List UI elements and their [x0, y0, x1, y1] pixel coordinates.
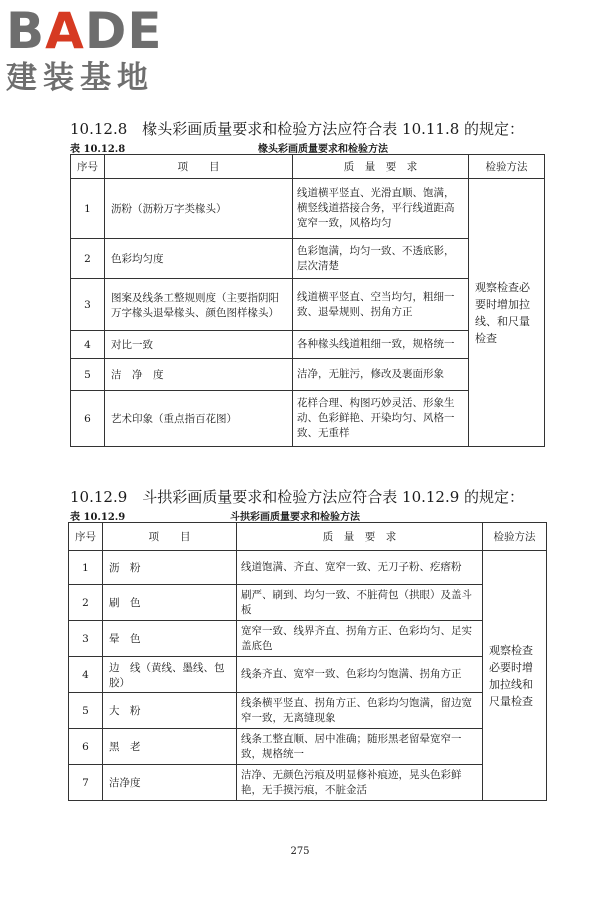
- row-requirement: 线道横平竖直、光滑直顺、饱满，横竖线道搭接合务，平行线道距高宽窄一致，风格均匀: [293, 179, 469, 239]
- table-row: [69, 729, 547, 765]
- row-item: 色彩均匀度: [105, 239, 293, 279]
- row-item: 沥粉（沥粉万字类椽头）: [105, 179, 293, 239]
- logo-text: BADE: [6, 2, 163, 60]
- row-item: 洁净度: [103, 765, 237, 801]
- row-requirement: 色彩饱满，均匀一致、不透底影，层次清楚: [293, 239, 469, 279]
- bade-logo: [6, 2, 176, 106]
- row-requirement: 线道横平竖直、空当均匀，粗细一致、退晕规则、拐角方正: [293, 279, 469, 331]
- row-item: 对比一致: [105, 331, 293, 359]
- row-item: 洁 净 度: [105, 359, 293, 391]
- table-label-10-12-8: 表 10.12.8: [70, 144, 126, 155]
- table-row: [69, 621, 547, 657]
- table-caption-10-12-8: 椽头彩画质量要求和检验方法: [258, 144, 388, 155]
- row-requirement: 线条工整直顺、居中准确；随形黑老留晕宽窄一致，规格统一: [237, 729, 483, 765]
- row-item: 沥 粉: [103, 551, 237, 585]
- header-method: 检验方法: [469, 155, 545, 179]
- header-method: 检验方法: [483, 523, 547, 551]
- header-requirement: 质 量 要 求: [293, 155, 469, 179]
- row-requirement: 洁净，无脏污，修改及裹面形象: [293, 359, 469, 391]
- row-number: 6: [69, 729, 103, 765]
- row-item: 艺术印象（重点指百花图）: [105, 391, 293, 447]
- row-item: 晕 色: [103, 621, 237, 657]
- header-no: 序号: [71, 155, 105, 179]
- row-number: 1: [69, 551, 103, 585]
- row-requirement: 线道饱满、齐直、宽窄一致、无刀子粉、疙瘩粉: [237, 551, 483, 585]
- table-row: [69, 551, 547, 585]
- table-row: [69, 585, 547, 621]
- row-requirement: 各种椽头线道粗细一致，规格统一: [293, 331, 469, 359]
- table-10-12-9: [68, 522, 547, 801]
- section-heading-10-12-9: 10.12.9 斗拱彩画质量要求和检验方法应符合表 10.12.9 的规定：: [70, 488, 525, 506]
- header-item: 项 目: [103, 523, 237, 551]
- row-requirement: 线条齐直、宽窄一致、色彩均匀饱满、拐角方正: [237, 657, 483, 693]
- row-number: 4: [71, 331, 105, 359]
- row-number: 4: [69, 657, 103, 693]
- table-row: [69, 657, 547, 693]
- row-number: 7: [69, 765, 103, 801]
- row-number: 5: [71, 359, 105, 391]
- row-requirement: 线条横平竖直、拐角方正、色彩均匀饱满，留边宽窄一致，无离缝现象: [237, 693, 483, 729]
- inspection-method: 观察检查必要时增加拉线、和尺量检查: [469, 179, 545, 447]
- row-number: 1: [71, 179, 105, 239]
- row-number: 2: [69, 585, 103, 621]
- table-header-row: [69, 523, 547, 551]
- row-number: 2: [71, 239, 105, 279]
- page-number: 275: [290, 846, 310, 857]
- table-header-row: [71, 155, 545, 179]
- row-requirement: 宽窄一致、线界齐直、拐角方正、色彩均匀、足实盖底色: [237, 621, 483, 657]
- header-item: 项 目: [105, 155, 293, 179]
- table-caption-10-12-9: 斗拱彩画质量要求和检验方法: [230, 512, 360, 523]
- header-no: 序号: [69, 523, 103, 551]
- row-number: 3: [69, 621, 103, 657]
- row-requirement: 刷严、刷到、均匀一致、不脏荷包（拱眼）及盖斗板: [237, 585, 483, 621]
- row-item: 大 粉: [103, 693, 237, 729]
- table-row: [71, 179, 545, 239]
- row-number: 6: [71, 391, 105, 447]
- row-number: 3: [71, 279, 105, 331]
- table-10-12-8: [70, 154, 545, 447]
- header-requirement: 质 量 要 求: [237, 523, 483, 551]
- row-requirement: 花样合理、构图巧妙灵活、形象生动、色彩鲜艳、开染均匀、风格一致、无重样: [293, 391, 469, 447]
- row-number: 5: [69, 693, 103, 729]
- row-item: 黑 老: [103, 729, 237, 765]
- section-heading-10-12-8: 10.12.8 椽头彩画质量要求和检验方法应符合表 10.11.8 的规定：: [70, 120, 525, 138]
- logo-subtitle: 建装基地: [6, 60, 154, 96]
- table-label-10-12-9: 表 10.12.9: [70, 512, 126, 523]
- inspection-method: 观察检查必要时增加拉线和尺量检查: [483, 551, 547, 801]
- row-item: 图案及线条工整规则度（主要指阴阳万字椽头退晕椽头、颜色图样椽头）: [105, 279, 293, 331]
- row-requirement: 洁净、无颜色污痕及明显修补痕迹，晃头色彩鲜艳，无手摸污痕，不脏金活: [237, 765, 483, 801]
- table-row: [69, 765, 547, 801]
- table-row: [69, 693, 547, 729]
- row-item: 刷 色: [103, 585, 237, 621]
- logo-wordmark: [6, 2, 176, 60]
- row-item: 边 线（黄线、墨线、包胶）: [103, 657, 237, 693]
